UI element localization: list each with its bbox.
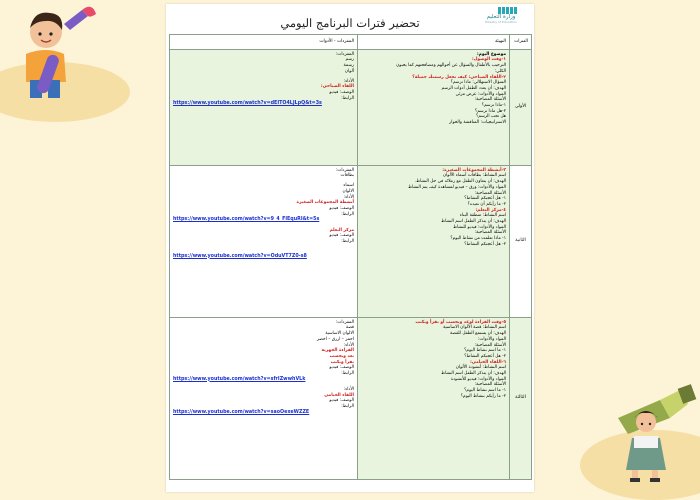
cell-line: الأسئلة المصاحبة: [474, 190, 506, 196]
cell-line: ٢- ما رأيكم بنشاط اليوم؟ [460, 393, 506, 399]
cell-line: الهدف: أن يتعاون الطفل مع زملائه في حل النشاط. [414, 179, 506, 185]
video-link[interactable]: https://www.youtube.com/watch?v=OduVT7Z0-s8 [173, 253, 307, 259]
table-row [170, 49, 532, 165]
cell-line: موضوع اليوم: [476, 51, 506, 57]
cell-line: الأداء: [343, 342, 354, 348]
vocab-cell [170, 49, 358, 165]
cell-line: ٥-وقت القراءة لوعد ونحسب أو نقرأ ونكتب [415, 319, 506, 325]
cell-line: المواد والأدوات: فيديو للأنشودة [450, 376, 506, 382]
girl-with-paint-tube-illustration [600, 378, 700, 488]
cell-line: الكلي: [494, 68, 506, 74]
vocab-cell [170, 317, 358, 479]
cell-line: ٢- ما رأيكم أن نعيده؟ [467, 201, 506, 207]
prep-cell [358, 317, 510, 479]
cell-line: اسم النشاط: بطاقات أسماء الألوان [442, 173, 506, 179]
video-link[interactable]: https://www.youtube.com/watch?v=sfrIZwwhVLk [173, 376, 306, 382]
cell-line: المفردات: [335, 167, 354, 173]
cell-line: الأداء: [343, 386, 354, 392]
cell-line: المفردات: [335, 319, 354, 325]
cell-line: المفردات: [335, 51, 354, 57]
cell-line: اللقاء الصباحي: [320, 84, 354, 90]
cell-line: احمر – ازرق – اخضر [316, 336, 354, 342]
period-cell: الثانية [510, 165, 532, 317]
cell-line: الرابط: [341, 211, 354, 217]
cell-line: السؤال الاستهلالي: ماذا ترسم؟ [450, 80, 506, 86]
cell-line: الأسئلة المصاحبة: [474, 97, 506, 103]
cell-line: الهدف: أن يستمع الطفل للقصة [450, 331, 506, 337]
cell-line: قصة [345, 325, 354, 331]
cell-line: المواد والأدوات: ورق – فيديو لمشاهدة كيف يتم النشاط [407, 184, 506, 190]
video-link[interactable]: https://www.youtube.com/watch?v=saoOexeWZZE [173, 409, 310, 415]
cell-line: الالوان الاساسية [325, 331, 354, 337]
cell-line: مركز التعلم [329, 227, 354, 233]
period-cell: الثالثة [510, 317, 532, 479]
cell-line: ١- ماذا تعلمت من نشاط اليوم؟ [450, 235, 506, 241]
table-row [170, 165, 532, 317]
cell-line: ١-وقت الوصول: [471, 57, 506, 63]
cell-line: الرابط: [341, 403, 354, 409]
page-title: تحضير فترات البرنامج اليومي [280, 16, 420, 30]
cell-line: الالوان [342, 188, 354, 194]
period-cell: الأولى [510, 49, 532, 165]
logo-subtitle: Ministry of Education [485, 20, 517, 24]
cell-line: اللقاء الختامي [324, 392, 354, 398]
prep-cell [358, 165, 510, 317]
cell-line: الوصف: فيديو [329, 398, 354, 404]
vocab-cell [170, 165, 358, 317]
cell-line: القراءة الجهرية [321, 348, 354, 354]
cell-line: ١- ما اسم نشاط اليوم؟ [464, 387, 506, 393]
cell-line: الهدف: أن يعدد الطفل أدوات الرسم [441, 85, 506, 91]
cell-line: الترحيب بالأطفال والسؤال عن أحوالهم ومصافحتهم كما يحبون [396, 63, 506, 69]
cell-line: ١-ماذا ترسم؟ [481, 102, 506, 108]
cell-line: الوصف: فيديو [329, 233, 354, 239]
cell-line: ٢- هل أعجبكم النشاط؟ [464, 353, 506, 359]
cell-line: ٢-اللقاء الصباحي: كيف تجعل رسمتك جميلة؟ [412, 74, 506, 80]
cell-line: الأسئلة المصاحبة: [474, 342, 506, 348]
cell-line: هل تحب الرسم؟ [475, 114, 506, 120]
header-periods: الفترات [510, 35, 532, 50]
cell-line: المواد والأدوات: عرض مرئي [455, 91, 506, 97]
cell-line: الوصف: فيديو [329, 365, 354, 371]
cell-line: المواد والأدوات: [477, 336, 506, 342]
logo-name: وزارة التعليم [486, 14, 516, 20]
cell-line: ٢- هل أعجبكم النشاط؟ [464, 241, 506, 247]
cell-line: الوصف: فيديو [329, 89, 354, 95]
prep-cell [358, 49, 510, 165]
header-vocabulary-tools: المفردات - الأدوات [170, 35, 358, 50]
header-preparation: التهيئة [358, 35, 510, 50]
video-link[interactable]: https://www.youtube.com/watch?v=9_4_FlEquRI&t=5s [173, 217, 320, 223]
cell-line: الرابط: [341, 238, 354, 244]
cell-line: ٣-أنشطة المجموعات الصغيرة: [442, 167, 506, 173]
cell-line: الأسئلة المصاحبة: [474, 382, 506, 388]
table-header-row [170, 35, 532, 50]
cell-line: الاستراتيجيات: المناقشة والحوار [449, 119, 506, 125]
cell-line: الوصف: فيديو [329, 205, 354, 211]
cell-line: الهدف: أن يتذكر الطفل اسم النشاط [440, 370, 506, 376]
cell-line: الأداء: [343, 194, 354, 200]
table-row [170, 317, 532, 479]
cell-line: الرابط: [341, 95, 354, 101]
spacer [173, 245, 354, 254]
cell-line: رسمة [343, 63, 354, 69]
cell-line: رسم [345, 57, 354, 63]
cell-line: نقرأ ونكتب [330, 359, 354, 365]
cell-line: بطاقات [340, 173, 354, 179]
cell-line: اسم النشاط: منطقة البناء [459, 213, 506, 219]
cell-line: الهدف: أن يتذكر الطفل اسم النشاط [440, 218, 506, 224]
cell-line: الرابط: [341, 370, 354, 376]
cell-line: اسماء [343, 183, 354, 189]
cell-line: ٦-اللقاء الختامي: [470, 359, 506, 365]
cell-line: الأداء: [343, 78, 354, 84]
cell-line: ١- هل أعجبكم النشاط؟ [464, 196, 506, 202]
cell-line: الأسئلة المصاحبة: [474, 230, 506, 236]
daily-program-table [169, 34, 532, 480]
cell-line: نعد ونحسب [329, 353, 354, 359]
boy-with-paintbrush-illustration [12, 4, 100, 104]
cell-line: المواد والأدوات: فيديو للنشاط [453, 224, 506, 230]
video-link[interactable]: https://www.youtube.com/watch?v=dEITO4LJLpQ&t=3s [173, 101, 322, 107]
cell-line: اسم النشاط: قصة الألوان الاساسية [443, 325, 506, 331]
lesson-plan-page [166, 4, 534, 492]
cell-line: ٤-مركز التعلم: [475, 207, 506, 213]
cell-line: اسم النشاط: أنشودة الألوان [455, 365, 506, 371]
cell-line: ألوان [344, 68, 354, 74]
cell-line: ٢-هل ماذا ترسم؟ [474, 108, 506, 114]
cell-line: أنشطة المجموعات الصغيرة [296, 200, 354, 206]
cell-line: ١- ما اسم نشاط اليوم؟ [464, 348, 506, 354]
